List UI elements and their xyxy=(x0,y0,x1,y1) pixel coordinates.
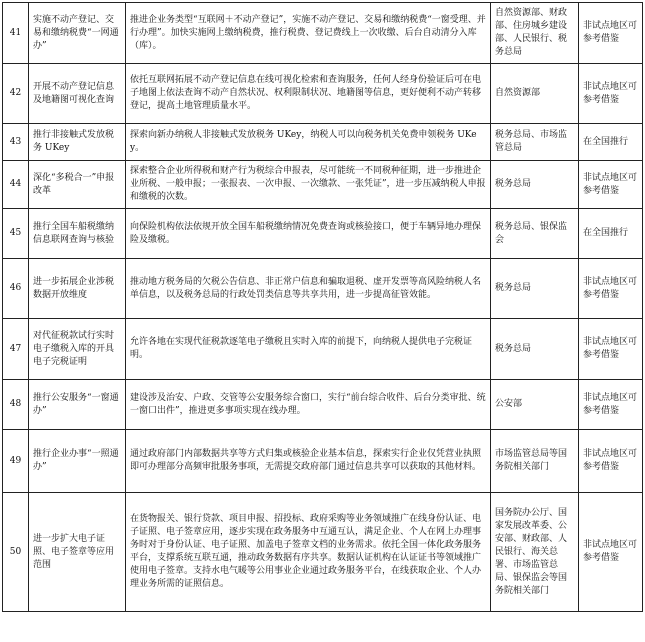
table-row xyxy=(3,64,643,124)
row-number: 47 xyxy=(3,319,29,380)
reform-item: 推行全国车船税缴纳信息联网查询与核验 xyxy=(29,209,126,259)
responsible-department: 税务总局、市场监管总局 xyxy=(491,124,579,161)
row-number: 41 xyxy=(3,3,29,64)
reform-item: 进一步拓展企业涉税数据开放维度 xyxy=(29,259,126,319)
reform-item: 推行公安服务“一窗通办” xyxy=(29,380,126,430)
reform-measure: 推进企业务类型“互联网＋不动产登记”，实施不动产登记、交易和缴纳税费“一窗受理、并行办理”。加快实施网上缴纳税费，推行税费、登记费线上一次收缴、后台自动清分入库（库）。 xyxy=(126,3,491,64)
applicable-scope: 非试点地区可参考借鉴 xyxy=(579,64,643,124)
reform-measure: 依托互联网拓展不动产登记信息在线可视化检索和查询服务，任何人经身份验证后可在电子地图上依法查询不动产自然状况、权利限制状况、地籍图等信息，更好便利不动产转移登记，提高土地管理质量水平。 xyxy=(126,64,491,124)
table-row xyxy=(3,493,643,612)
responsible-department: 国务院办公厅、国家发展改革委、公安部、财政部、人民银行、海关总署、市场监管总局、银保监会等国务院相关部门 xyxy=(491,493,579,612)
reform-measure: 在货物报关、银行贷款、项目申报、招投标、政府采购等业务领域推广在线身份认证、电子证照、电子签章应用，逐步实现在政务服务中互通互认，满足企业、个人在网上办理事务时对于身份认证、电子证照、加盖电子签章文档的业务需求。依托全国一体化政务服务平台，支撑系统互联互通，推动政务数据有序共享。数据认证机构在认证证书等领域推广使用电子签章。支持水电气暖等公用事业企业通过政务服务平台，在线获取企业、个人办理业务所需的证照信息。 xyxy=(126,493,491,612)
reform-item: 推行企业办事“一照通办” xyxy=(29,430,126,493)
responsible-department: 税务总局、银保监会 xyxy=(491,209,579,259)
table-row xyxy=(3,124,643,161)
reform-item: 开展不动产登记信息及地籍图可视化查询 xyxy=(29,64,126,124)
row-number: 45 xyxy=(3,209,29,259)
responsible-department: 税务总局 xyxy=(491,259,579,319)
reform-item: 推行非接触式发放税务 UKey xyxy=(29,124,126,161)
table-row xyxy=(3,209,643,259)
responsible-department: 税务总局 xyxy=(491,161,579,209)
applicable-scope: 在全国推行 xyxy=(579,209,643,259)
table-row xyxy=(3,259,643,319)
applicable-scope: 非试点地区可参考借鉴 xyxy=(579,259,643,319)
applicable-scope: 非试点地区可参考借鉴 xyxy=(579,3,643,64)
applicable-scope: 非试点地区可参考借鉴 xyxy=(579,430,643,493)
table-row xyxy=(3,161,643,209)
table-row xyxy=(3,319,643,380)
applicable-scope: 非试点地区可参考借鉴 xyxy=(579,161,643,209)
responsible-department: 税务总局 xyxy=(491,319,579,380)
row-number: 46 xyxy=(3,259,29,319)
responsible-department: 公安部 xyxy=(491,380,579,430)
reform-measure: 向保险机构依法依规开放全国车船税缴纳情况免费查询或核验接口，便于车辆异地办理保险及缴税。 xyxy=(126,209,491,259)
row-number: 42 xyxy=(3,64,29,124)
reform-measure: 推动地方税务局的欠税公告信息、非正常户信息和骗取退税、虚开发票等高风险纳税人名单信息，以及税务总局的行政处罚类信息等共享共用，进一步提高征管效能。 xyxy=(126,259,491,319)
applicable-scope: 在全国推行 xyxy=(579,124,643,161)
responsible-department: 自然资源部 xyxy=(491,64,579,124)
responsible-department: 自然资源部、财政部、住房城乡建设部、人民银行、税务总局 xyxy=(491,3,579,64)
row-number: 50 xyxy=(3,493,29,612)
applicable-scope: 非试点地区可参考借鉴 xyxy=(579,380,643,430)
row-number: 43 xyxy=(3,124,29,161)
row-number: 48 xyxy=(3,380,29,430)
reform-item: 对代征税款试行实时电子缴税入库的开具电子完税证明 xyxy=(29,319,126,380)
table-row xyxy=(3,430,643,493)
table-row xyxy=(3,3,643,64)
reform-measure: 允许各地在实现代征税款逐笔电子缴税且实时入库的前提下，向纳税人提供电子完税证明。 xyxy=(126,319,491,380)
reform-measure: 探索向新办纳税人非接触式发放税务 UKey，纳税人可以向税务机关免费申领税务 UKey。 xyxy=(126,124,491,161)
reform-item: 深化“多税合一”申报改革 xyxy=(29,161,126,209)
applicable-scope: 非试点地区可参考借鉴 xyxy=(579,493,643,612)
reform-measures-document xyxy=(2,2,642,638)
applicable-scope: 非试点地区可参考借鉴 xyxy=(579,319,643,380)
reform-measure: 探索整合企业所得税和财产行为税综合申报表，尽可能统一不同税种征期，进一步推进企业所税、一般申报；一张报表、一次申报、一次缴款、一张凭证”，进一步压减纳税人申报和缴税的次数。 xyxy=(126,161,491,209)
responsible-department: 市场监管总局等国务院相关部门 xyxy=(491,430,579,493)
reform-item: 实施不动产登记、交易和缴纳税费“一网通办” xyxy=(29,3,126,64)
reform-measure: 通过政府部门内部数据共享等方式归集或核验企业基本信息，探索实行企业仅凭营业执照即可办理部分高频审批服务事项，无需提交政府部门通过信息共享可以获取的其他材料。 xyxy=(126,430,491,493)
reform-measure: 建设涉及治安、户政、交管等公安服务综合窗口，实行“前台综合收件、后台分类审批、统一窗口出件”，推进更多事项实现在线办理。 xyxy=(126,380,491,430)
row-number: 49 xyxy=(3,430,29,493)
reform-item: 进一步扩大电子证照、电子签章等应用范围 xyxy=(29,493,126,612)
row-number: 44 xyxy=(3,161,29,209)
table-row xyxy=(3,380,643,430)
reform-measures-table xyxy=(2,2,643,612)
